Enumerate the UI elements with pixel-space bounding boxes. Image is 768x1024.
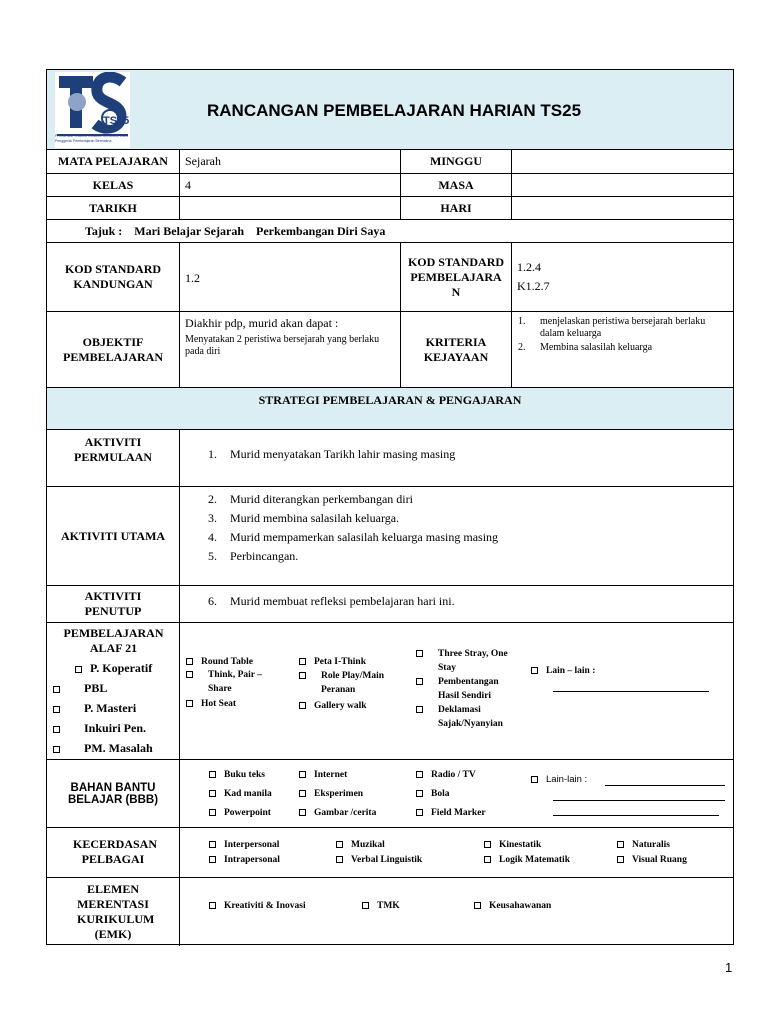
checkbox[interactable]	[484, 841, 491, 848]
closing-label: AKTIVITI PENUTUP	[47, 586, 180, 622]
checkbox[interactable]	[209, 771, 216, 778]
objective-label: OBJEKTIF PEMBELAJARAN	[47, 312, 180, 387]
option-think-pair-share[interactable]: Think, Pair – Share	[186, 668, 286, 696]
time-value[interactable]	[512, 174, 733, 196]
ksk-value: 1.2	[180, 243, 401, 311]
opening-row	[47, 430, 733, 487]
standard-row	[47, 243, 733, 312]
checkbox[interactable]	[617, 856, 624, 863]
bbb-label: BAHAN BANTU BELAJAR (BBB)	[47, 760, 180, 827]
main-label: AKTIVITI UTAMA	[47, 487, 180, 585]
checkbox[interactable]	[362, 902, 369, 909]
subject-value: Sejarah	[180, 150, 401, 173]
checkbox[interactable]	[416, 771, 423, 778]
strategy-row	[47, 388, 733, 430]
main-activities	[180, 487, 733, 585]
checkbox[interactable]	[75, 666, 82, 673]
bbb-row	[47, 760, 733, 828]
option-internet[interactable]: Internet	[299, 770, 347, 780]
option-pm-masalah[interactable]: PM. Masalah	[53, 741, 153, 756]
checkbox[interactable]	[336, 841, 343, 848]
class-label: KELAS	[47, 174, 180, 196]
activity-item: 6. Murid membuat refleksi pembelajaran hari ini.	[208, 594, 455, 608]
checkbox[interactable]	[531, 667, 538, 674]
kecerdasan-label: KECERDASAN PELBAGAI	[73, 837, 158, 866]
lain-lain-input-line[interactable]	[553, 800, 725, 801]
svg-text:TS25: TS25	[103, 115, 130, 127]
topic: Tajuk : Mari Belajar Sejarah Perkembangan Diri Saya	[85, 224, 386, 238]
page-title: RANCANGAN PEMBELAJARAN HARIAN TS25	[207, 101, 582, 120]
activity-item: 3. Murid membina salasilah keluarga.	[208, 511, 400, 525]
day-value[interactable]	[512, 197, 733, 219]
checkbox[interactable]	[209, 790, 216, 797]
emk-row	[47, 878, 733, 946]
checkbox[interactable]	[209, 856, 216, 863]
checkbox[interactable]	[336, 856, 343, 863]
closing-row	[47, 586, 733, 623]
option-deklamasi[interactable]: Deklamasi Sajak/Nyanyian	[416, 703, 521, 731]
option-pbl[interactable]: PBL	[53, 681, 107, 696]
checkbox[interactable]	[299, 809, 306, 816]
option-interpersonal[interactable]: Interpersonal	[209, 840, 279, 850]
time-label: MASA	[401, 174, 512, 196]
checkbox[interactable]	[299, 702, 306, 709]
option-muzikal[interactable]: Muzikal	[336, 840, 385, 850]
option-radio-tv[interactable]: Radio / TV	[416, 770, 476, 780]
topic-row	[47, 220, 733, 243]
checkbox[interactable]	[209, 841, 216, 848]
emk-label: ELEMEN MERENTASI KURIKULUM (EMK)	[77, 882, 155, 941]
ts25-logo	[55, 72, 130, 148]
option-pembentangan[interactable]: Pembentangan Hasil Sendiri	[416, 675, 521, 703]
option-hot-seat[interactable]: Hot Seat	[186, 699, 236, 709]
checkbox[interactable]	[416, 809, 423, 816]
checkbox[interactable]	[299, 658, 306, 665]
checkbox[interactable]	[531, 776, 538, 783]
checkbox[interactable]	[299, 672, 306, 679]
activity-item: 4. Murid mempamerkan salasilah keluarga masing masing	[208, 530, 499, 544]
option-bola[interactable]: Bola	[416, 789, 449, 799]
option-lain-lain[interactable]: Lain-lain :	[531, 774, 587, 785]
checkbox[interactable]	[299, 771, 306, 778]
checkbox[interactable]	[299, 790, 306, 797]
criteria-list	[512, 312, 733, 387]
subject-row	[47, 150, 733, 174]
checkbox[interactable]	[53, 686, 60, 693]
date-value[interactable]	[180, 197, 401, 219]
checkbox[interactable]	[484, 856, 491, 863]
option-logik-matematik[interactable]: Logik Matematik	[484, 855, 570, 865]
option-koperatif[interactable]: P. Koperatif	[75, 661, 152, 676]
criteria-item: 2. Membina salasilah keluarga	[518, 342, 653, 353]
option-lain-lain[interactable]: Lain – lain :	[531, 666, 595, 676]
opening-label: AKTIVITI PERMULAAN	[47, 430, 180, 486]
checkbox[interactable]	[209, 809, 216, 816]
bbb-options	[180, 760, 733, 827]
option-masteri[interactable]: P. Masteri	[53, 701, 136, 716]
ksp-label: KOD STANDARD PEMBELAJARA N	[401, 243, 512, 311]
option-role-play[interactable]: Role Play/Main Peranan	[299, 669, 409, 697]
week-label: MINGGU	[401, 150, 512, 173]
alaf21-label-cell: PEMBELAJARAN ALAF 21 P. Koperatif PBL P. Masteri Inkuiri Pen. PM. Masalah	[47, 623, 180, 759]
kecerdasan-row	[47, 828, 733, 878]
option-peta-ithink[interactable]: Peta I-Think	[299, 657, 366, 667]
opening-activities	[180, 430, 733, 486]
kecerdasan-label-cell	[47, 828, 180, 877]
option-gallery-walk[interactable]: Gallery walk	[299, 701, 367, 711]
option-eksperimen[interactable]: Eksperimen	[299, 789, 363, 799]
option-three-stray[interactable]: Three Stray, One Stay	[416, 647, 521, 675]
page-number: 1	[725, 960, 733, 975]
option-keusahawanan[interactable]: Keusahawanan	[474, 901, 551, 911]
emk-options	[180, 878, 733, 946]
date-row	[47, 197, 733, 220]
option-round-table[interactable]: Round Table	[186, 657, 253, 667]
activity-item: 2. Murid diterangkan perkembangan diri	[208, 492, 413, 506]
logo-subtitle: PROGRAM TRANSFORMASI SEKOLAH 2025 Penggerak Pembelajaran Bermakna	[55, 134, 129, 143]
option-kad-manila[interactable]: Kad manila	[209, 789, 272, 799]
criteria-label: KRITERIA KEJAYAAN	[401, 312, 512, 387]
option-naturalis[interactable]: Naturalis	[617, 840, 670, 850]
ksk-label: KOD STANDARD KANDUNGAN	[47, 243, 180, 311]
option-intrapersonal[interactable]: Intrapersonal	[209, 855, 280, 865]
option-kreativiti-inovasi[interactable]: Kreativiti & Inovasi	[209, 901, 306, 911]
option-gambar-cerita[interactable]: Gambar /cerita	[299, 808, 376, 818]
checkbox[interactable]	[186, 658, 193, 665]
option-kinestatik[interactable]: Kinestatik	[484, 840, 541, 850]
checkbox[interactable]	[474, 902, 481, 909]
option-powerpoint[interactable]: Powerpoint	[209, 808, 271, 818]
option-buku-teks[interactable]: Buku teks	[209, 770, 265, 780]
criteria-item: 1. menjelaskan peristiwa bersejarah berlaku dalam keluarga	[518, 316, 706, 339]
alaf21-row	[47, 623, 733, 760]
option-tmk[interactable]: TMK	[362, 901, 400, 911]
week-value[interactable]	[512, 150, 733, 173]
checkbox[interactable]	[617, 841, 624, 848]
option-verbal-linguistik[interactable]: Verbal Linguistik	[336, 855, 422, 865]
lain-lain-input-line[interactable]	[605, 785, 725, 786]
lesson-plan-table	[46, 69, 734, 945]
subject-label: MATA PELAJARAN	[47, 150, 180, 173]
checkbox[interactable]	[416, 678, 423, 685]
day-label: HARI	[401, 197, 512, 219]
checkbox[interactable]	[416, 706, 423, 713]
checkbox[interactable]	[416, 790, 423, 797]
checkbox[interactable]	[186, 671, 193, 678]
activity-item: 1. Murid menyatakan Tarikh lahir masing masing	[208, 447, 456, 461]
checkbox[interactable]	[53, 726, 60, 733]
option-inkuiri[interactable]: Inkuiri Pen.	[53, 721, 146, 736]
class-value: 4	[180, 174, 401, 196]
header-row	[47, 70, 733, 150]
objective-row	[47, 312, 733, 388]
checkbox[interactable]	[209, 902, 216, 909]
activity-item: 5. Perbincangan.	[208, 549, 299, 563]
checkbox[interactable]	[53, 746, 60, 753]
checkbox[interactable]	[186, 700, 193, 707]
class-row	[47, 174, 733, 197]
closing-activities	[180, 586, 733, 622]
emk-label-cell	[47, 878, 180, 946]
option-visual-ruang[interactable]: Visual Ruang	[617, 855, 687, 865]
objective-value: Diakhir pdp, murid akan dapat : Menyatakan 2 peristiwa bersejarah yang berlaku pada diri	[180, 312, 401, 387]
lain-lain-input-line[interactable]	[553, 815, 719, 816]
lain-lain-input-line[interactable]	[553, 691, 709, 692]
option-field-marker[interactable]: Field Marker	[416, 808, 486, 818]
ksp-value: 1.2.4 K1.2.7	[517, 260, 550, 293]
alaf21-options	[180, 623, 733, 759]
kecerdasan-options	[180, 828, 733, 877]
checkbox[interactable]	[53, 706, 60, 713]
main-row	[47, 487, 733, 586]
date-label: TARIKH	[47, 197, 180, 219]
strategy-title: STRATEGI PEMBELAJARAN & PENGAJARAN	[258, 393, 522, 407]
checkbox[interactable]	[416, 650, 423, 657]
